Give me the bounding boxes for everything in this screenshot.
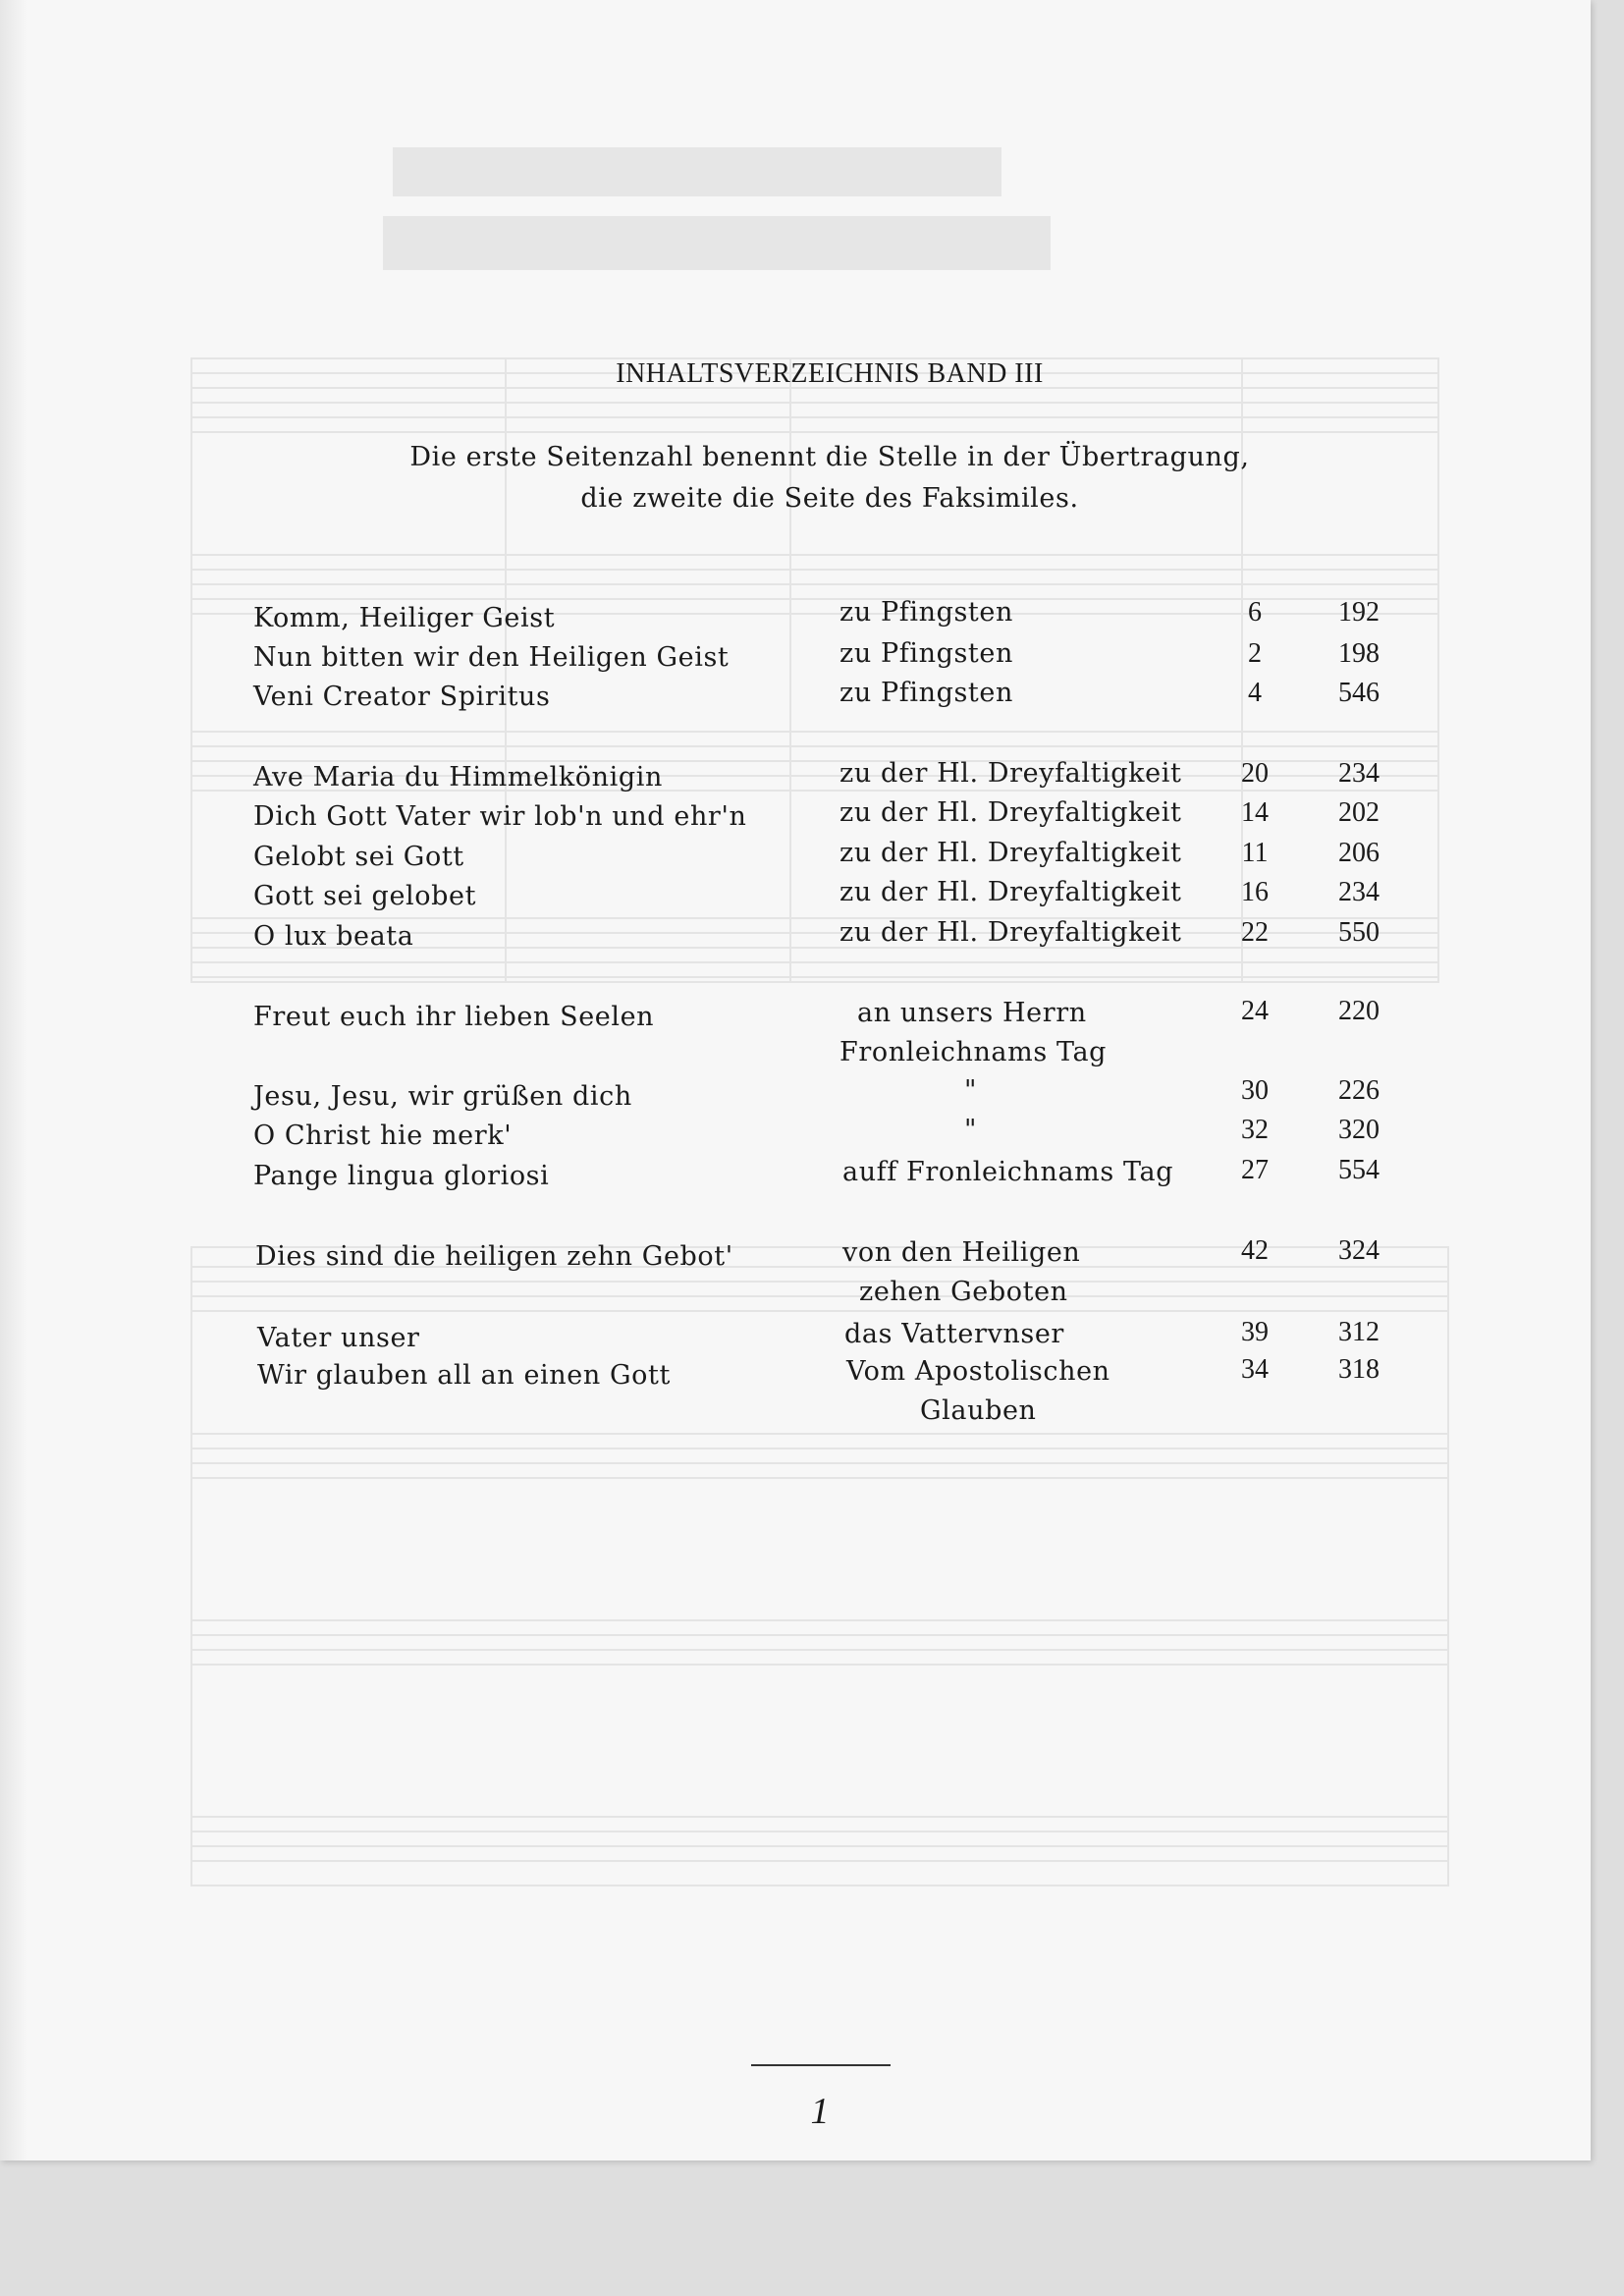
entry-transcription-page: 27 [1241, 1155, 1269, 1185]
entry-transcription-page: 4 [1248, 678, 1262, 708]
entry-facsimile-page: 318 [1338, 1354, 1380, 1385]
entry-transcription-page: 39 [1241, 1317, 1269, 1347]
toc-row [0, 597, 1591, 642]
entry-transcription-page: 11 [1241, 838, 1269, 868]
footer-rule [751, 2064, 891, 2066]
table-of-contents-heading: INHALTSVERZEICHNIS BAND III [616, 358, 1044, 389]
entry-title: O Christ hie merk' [253, 1121, 513, 1151]
entry-facsimile-page: 234 [1338, 758, 1380, 789]
entry-transcription-page: 30 [1241, 1075, 1269, 1106]
entry-title: Jesu, Jesu, wir grüßen dich [253, 1081, 632, 1112]
entry-feast-continued: Fronleichnams Tag [839, 1037, 1108, 1067]
toc-row [0, 758, 1591, 801]
page-number: 1 [810, 2091, 830, 2132]
entry-transcription-page: 6 [1248, 597, 1262, 628]
entry-facsimile-page: 206 [1338, 838, 1380, 868]
entry-facsimile-page: 550 [1338, 917, 1380, 948]
toc-row [0, 877, 1591, 920]
entry-title: Veni Creator Spiritus [253, 682, 551, 712]
toc-row [0, 1354, 1591, 1439]
entry-title: Pange lingua gloriosi [253, 1161, 550, 1191]
entry-feast-ditto: " [964, 1075, 978, 1106]
entry-title: Gelobt sei Gott [253, 842, 464, 872]
entry-transcription-page: 2 [1248, 638, 1262, 669]
toc-row [0, 996, 1591, 1080]
intro-line-1: Die erste Seitenzahl benennt die Stelle in der Übertragung, [409, 442, 1250, 472]
toc-row [0, 838, 1591, 881]
entry-title: Vater unser [257, 1323, 420, 1353]
page-spine-shadow [0, 0, 27, 2160]
entry-facsimile-page: 320 [1338, 1115, 1380, 1145]
entry-title: Komm, Heiliger Geist [253, 603, 556, 633]
entry-feast: zu der Hl. Dreyfaltigkeit [839, 758, 1182, 789]
entry-feast: an unsers Herrn [857, 998, 1087, 1028]
entry-title: Gott sei gelobet [253, 881, 477, 911]
entry-feast: Vom Apostolischen [846, 1356, 1110, 1387]
intro-text [0, 437, 1624, 519]
entry-feast: auff Fronleichnams Tag [842, 1157, 1174, 1187]
entry-transcription-page: 42 [1241, 1235, 1269, 1266]
entry-facsimile-page: 226 [1338, 1075, 1380, 1106]
entry-feast: von den Heiligen [842, 1237, 1081, 1268]
toc-row [0, 1115, 1591, 1160]
entry-feast: das Vattervnser [844, 1319, 1064, 1349]
entry-transcription-page: 14 [1241, 797, 1269, 828]
entry-facsimile-page: 192 [1338, 597, 1380, 628]
toc-row [0, 1235, 1591, 1320]
entry-transcription-page: 16 [1241, 877, 1269, 907]
entry-title: O lux beata [253, 921, 414, 952]
entry-transcription-page: 34 [1241, 1354, 1269, 1385]
toc-row [0, 917, 1591, 960]
entry-title: Dich Gott Vater wir lob'n und ehr'n [253, 801, 747, 832]
entry-feast: zu Pfingsten [839, 678, 1013, 708]
entry-title: Freut euch ihr lieben Seelen [253, 1002, 655, 1032]
entry-feast-continued: Glauben [920, 1395, 1037, 1426]
entry-facsimile-page: 198 [1338, 638, 1380, 669]
toc-row [0, 1155, 1591, 1200]
entry-facsimile-page: 312 [1338, 1317, 1380, 1347]
entry-facsimile-page: 546 [1338, 678, 1380, 708]
entry-facsimile-page: 202 [1338, 797, 1380, 828]
entry-facsimile-page: 220 [1338, 996, 1380, 1026]
entry-feast: zu der Hl. Dreyfaltigkeit [839, 838, 1182, 868]
entry-facsimile-page: 324 [1338, 1235, 1380, 1266]
entry-transcription-page: 22 [1241, 917, 1269, 948]
entry-title: Wir glauben all an einen Gott [257, 1360, 671, 1391]
entry-title: Ave Maria du Himmelkönigin [253, 762, 663, 793]
entry-feast-ditto: " [964, 1115, 978, 1145]
toc-row [0, 797, 1591, 841]
entry-title: Dies sind die heiligen zehn Gebot' [255, 1241, 733, 1272]
entry-feast: zu Pfingsten [839, 638, 1013, 669]
toc-row [0, 678, 1591, 721]
intro-line-2: die zweite die Seite des Faksimiles. [580, 483, 1079, 514]
entry-transcription-page: 24 [1241, 996, 1269, 1026]
entry-transcription-page: 20 [1241, 758, 1269, 789]
entry-transcription-page: 32 [1241, 1115, 1269, 1145]
entry-facsimile-page: 234 [1338, 877, 1380, 907]
entry-feast: zu Pfingsten [839, 597, 1013, 628]
entry-feast: zu der Hl. Dreyfaltigkeit [839, 877, 1182, 907]
entry-feast: zu der Hl. Dreyfaltigkeit [839, 797, 1182, 828]
entry-facsimile-page: 554 [1338, 1155, 1380, 1185]
entry-feast-continued: zehen Geboten [859, 1277, 1068, 1307]
entry-title: Nun bitten wir den Heiligen Geist [253, 642, 730, 673]
toc-row [0, 638, 1591, 682]
entry-feast: zu der Hl. Dreyfaltigkeit [839, 917, 1182, 948]
